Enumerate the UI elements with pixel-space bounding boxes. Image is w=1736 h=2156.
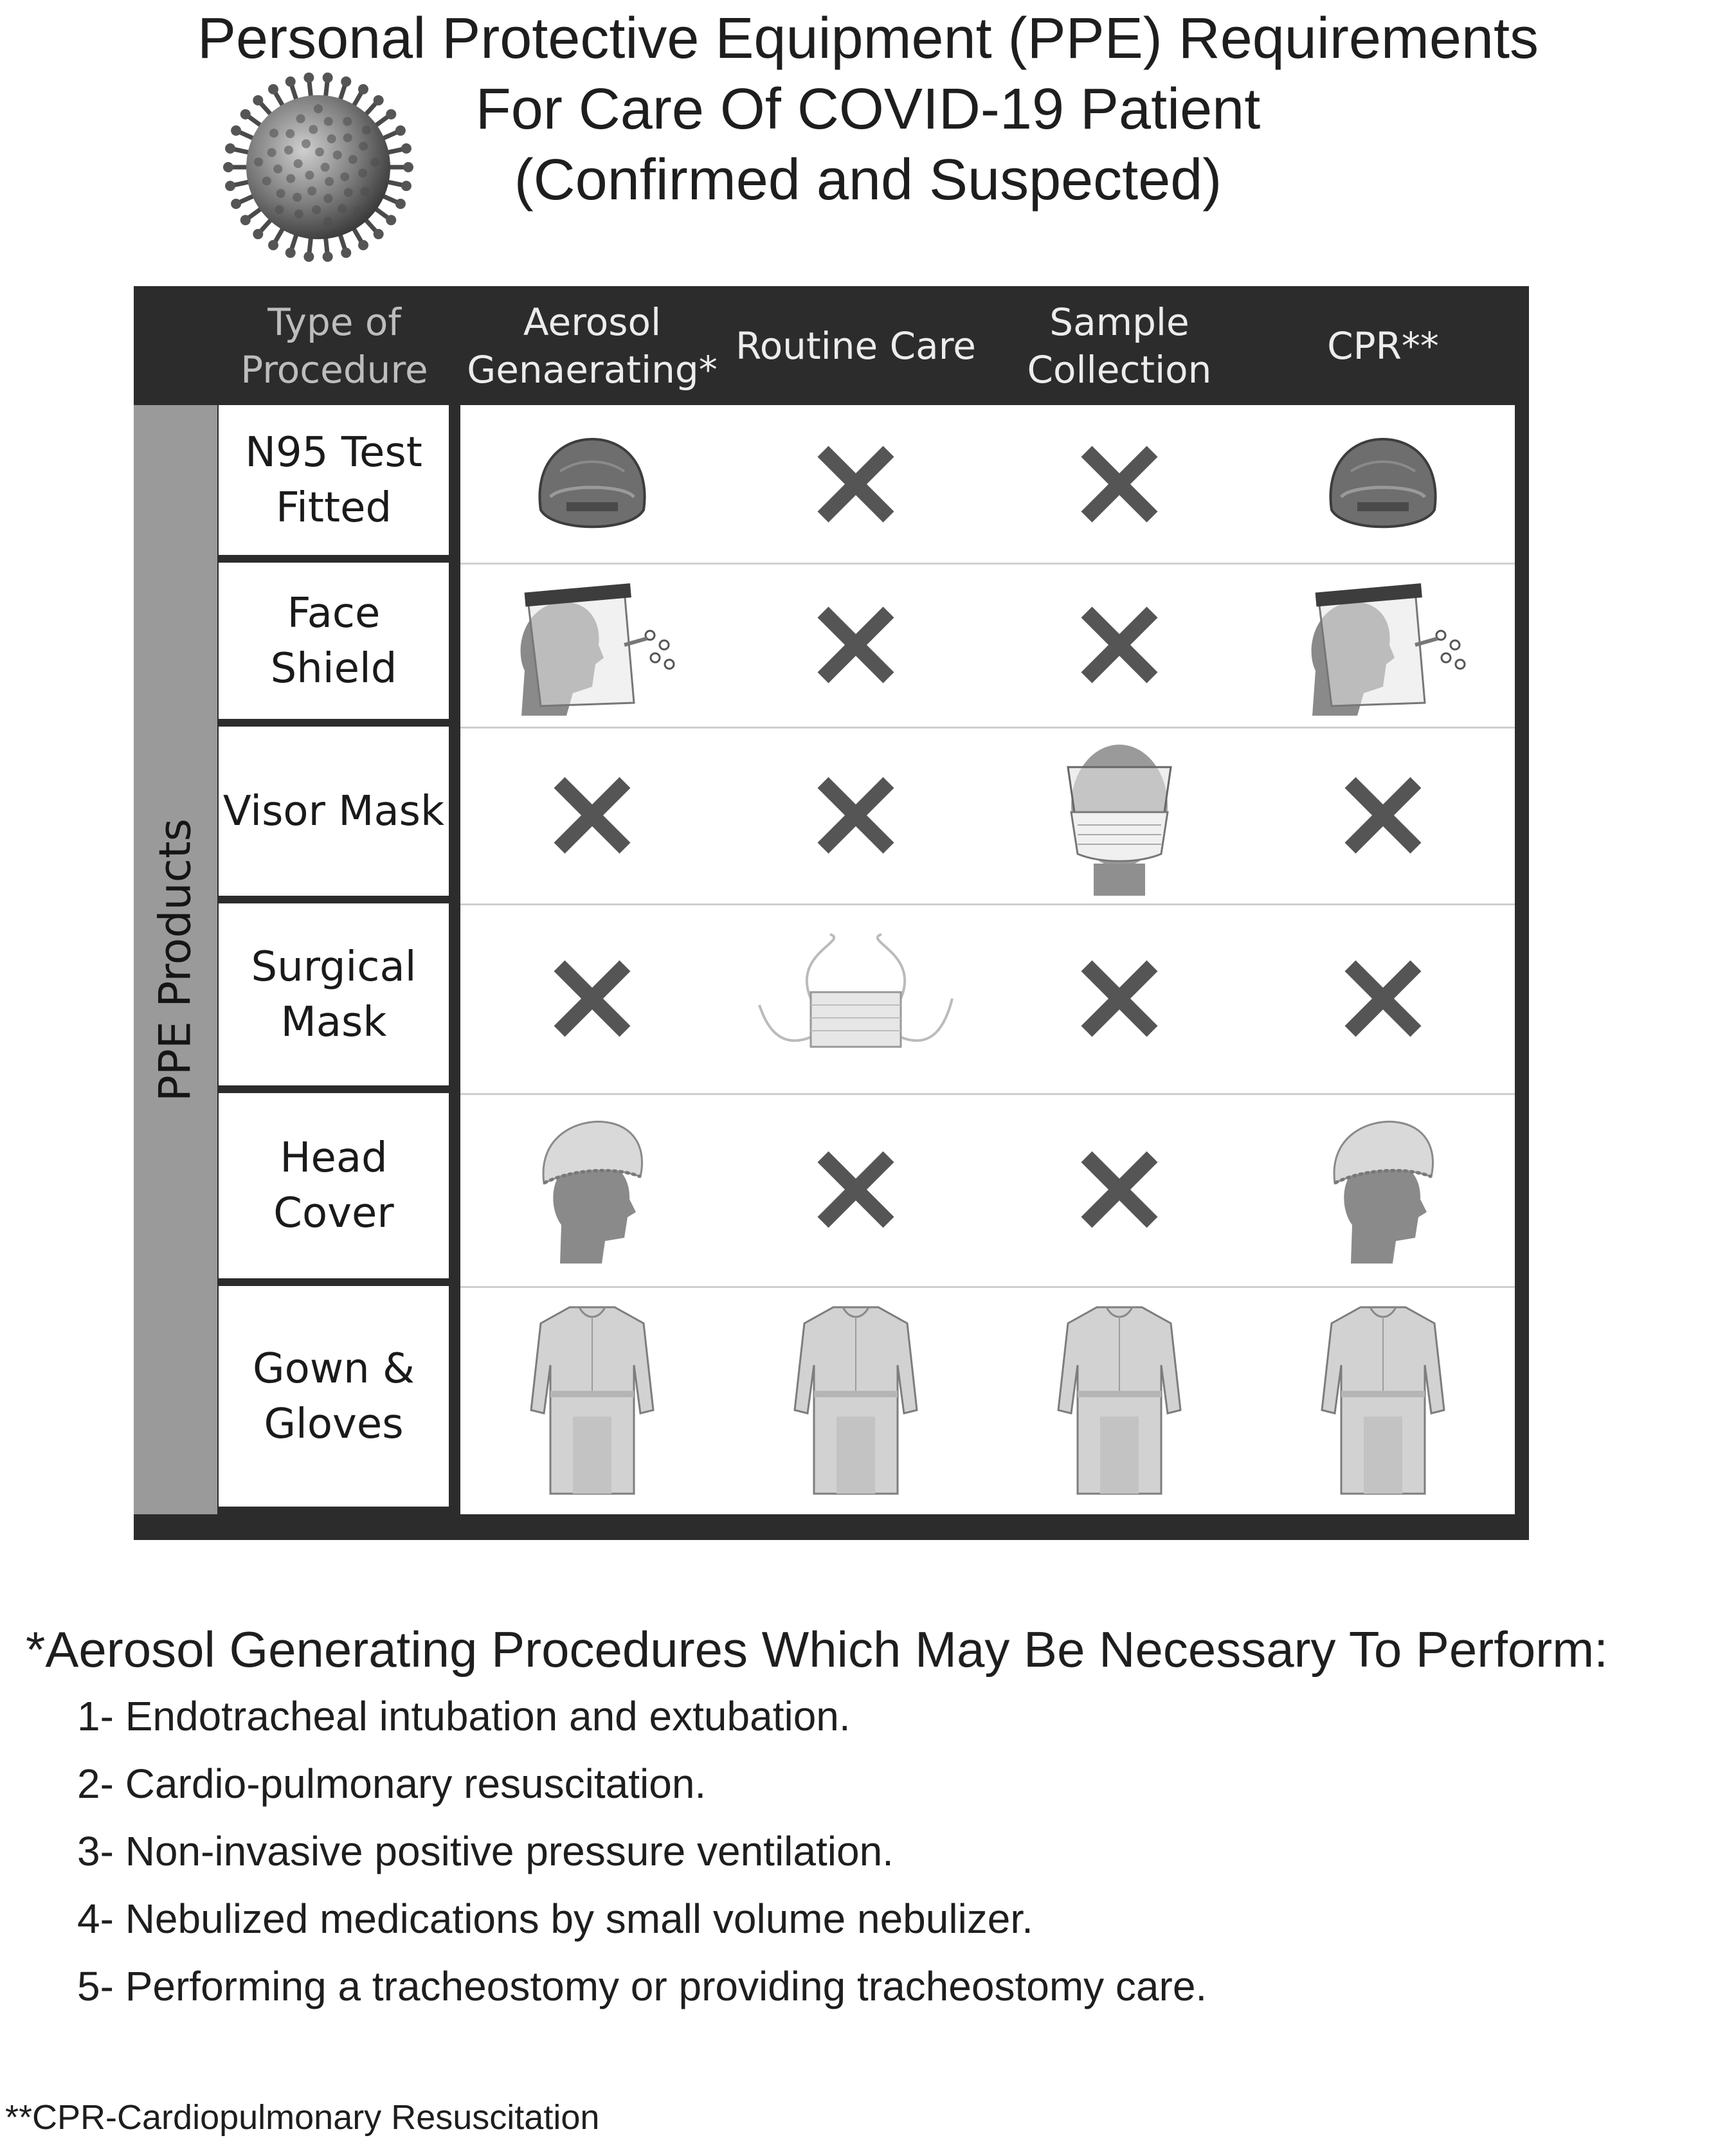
cell-visor-mask-0: [460, 727, 724, 903]
n95-respirator-icon: [521, 413, 663, 555]
header-type-of-procedure: Type of Procedure: [240, 300, 428, 392]
aerosol-procedure-item: 3- Non-invasive positive pressure ventilation.: [77, 1828, 894, 1874]
cell-visor-mask-3: [1251, 727, 1515, 903]
header-routine-care: Routine Care: [736, 323, 976, 368]
title-line-1: Personal Protective Equipment (PPE) Requirements: [197, 6, 1539, 71]
title-line-2: For Care Of COVID-19 Patient: [475, 77, 1261, 141]
face-shield-icon: [496, 574, 689, 716]
head-cover-icon: [1312, 1109, 1454, 1270]
gown-icon: [528, 1301, 656, 1500]
cross-icon: [550, 774, 634, 857]
gown-icon: [1055, 1301, 1184, 1500]
cell-gown-gloves-2: [988, 1286, 1251, 1514]
cell-surgical-mask-3: [1251, 903, 1515, 1093]
ppe-products-text: PPE Products: [150, 818, 201, 1101]
face-shield-icon: [1287, 574, 1479, 716]
cell-n95-test-fitted-1: [724, 405, 988, 563]
cell-face-shield-3: [1251, 563, 1515, 727]
cell-n95-test-fitted-2: [988, 405, 1251, 563]
cell-gown-gloves-1: [724, 1286, 988, 1514]
cell-surgical-mask-0: [460, 903, 724, 1093]
cross-icon: [550, 957, 634, 1040]
cross-icon: [814, 603, 898, 687]
n95-respirator-icon: [1312, 413, 1454, 555]
cell-surgical-mask-1: [724, 903, 988, 1093]
cross-icon: [1078, 603, 1161, 687]
cell-n95-test-fitted-3: [1251, 405, 1515, 563]
cpr-footnote: **CPR-Cardiopulmonary Resuscitation: [5, 2098, 600, 2137]
cross-icon: [1078, 442, 1161, 526]
cross-icon: [1341, 774, 1425, 857]
cell-head-cover-3: [1251, 1093, 1515, 1286]
row-label-head-cover: Head Cover: [219, 1093, 449, 1278]
head-cover-icon: [521, 1109, 663, 1270]
header-sample-collection: Sample Collection: [1027, 300, 1212, 392]
cell-head-cover-0: [460, 1093, 724, 1286]
cross-icon: [1078, 1148, 1161, 1231]
cross-icon: [814, 1148, 898, 1231]
cell-face-shield-1: [724, 563, 988, 727]
cell-visor-mask-1: [724, 727, 988, 903]
cell-face-shield-0: [460, 563, 724, 727]
cross-icon: [1078, 957, 1161, 1040]
aerosol-procedure-item: 2- Cardio-pulmonary resuscitation.: [77, 1761, 707, 1807]
aerosol-procedure-item: 1- Endotracheal intubation and extubation.: [77, 1693, 851, 1739]
cell-visor-mask-2: [988, 727, 1251, 903]
aerosol-procedure-item: 5- Performing a tracheostomy or providing tracheostomy care.: [77, 1963, 1207, 2009]
cell-head-cover-2: [988, 1093, 1251, 1286]
cross-icon: [814, 442, 898, 526]
row-label-n95-test-fitted: N95 Test Fitted: [219, 405, 449, 555]
cell-n95-test-fitted-0: [460, 405, 724, 563]
row-label-gown-gloves: Gown & Gloves: [219, 1286, 449, 1507]
gown-icon: [1319, 1301, 1447, 1500]
aerosol-procedure-item: 4- Nebulized medications by small volume nebulizer.: [77, 1896, 1033, 1942]
row-label-surgical-mask: Surgical Mask: [219, 903, 449, 1085]
cross-icon: [1341, 957, 1425, 1040]
cell-surgical-mask-2: [988, 903, 1251, 1093]
cross-icon: [814, 774, 898, 857]
cell-gown-gloves-3: [1251, 1286, 1515, 1514]
ppe-products-label: [134, 405, 217, 1514]
coronavirus-icon: [222, 71, 415, 264]
cell-gown-gloves-0: [460, 1286, 724, 1514]
header-aerosol-genaerating: Aerosol Genaerating*: [467, 300, 718, 392]
header-cpr: CPR**: [1327, 323, 1439, 368]
visor-mask-icon: [1049, 735, 1190, 896]
gown-icon: [791, 1301, 920, 1500]
cell-face-shield-2: [988, 563, 1251, 727]
row-label-visor-mask: Visor Mask: [219, 727, 449, 896]
title-line-3: (Confirmed and Suspected): [514, 148, 1222, 212]
cell-head-cover-1: [724, 1093, 988, 1286]
aerosol-notes-heading: *Aerosol Generating Procedures Which May Be Necessary To Perform:: [26, 1621, 1608, 1678]
row-label-face-shield: Face Shield: [219, 563, 449, 719]
surgical-mask-icon: [753, 928, 959, 1069]
